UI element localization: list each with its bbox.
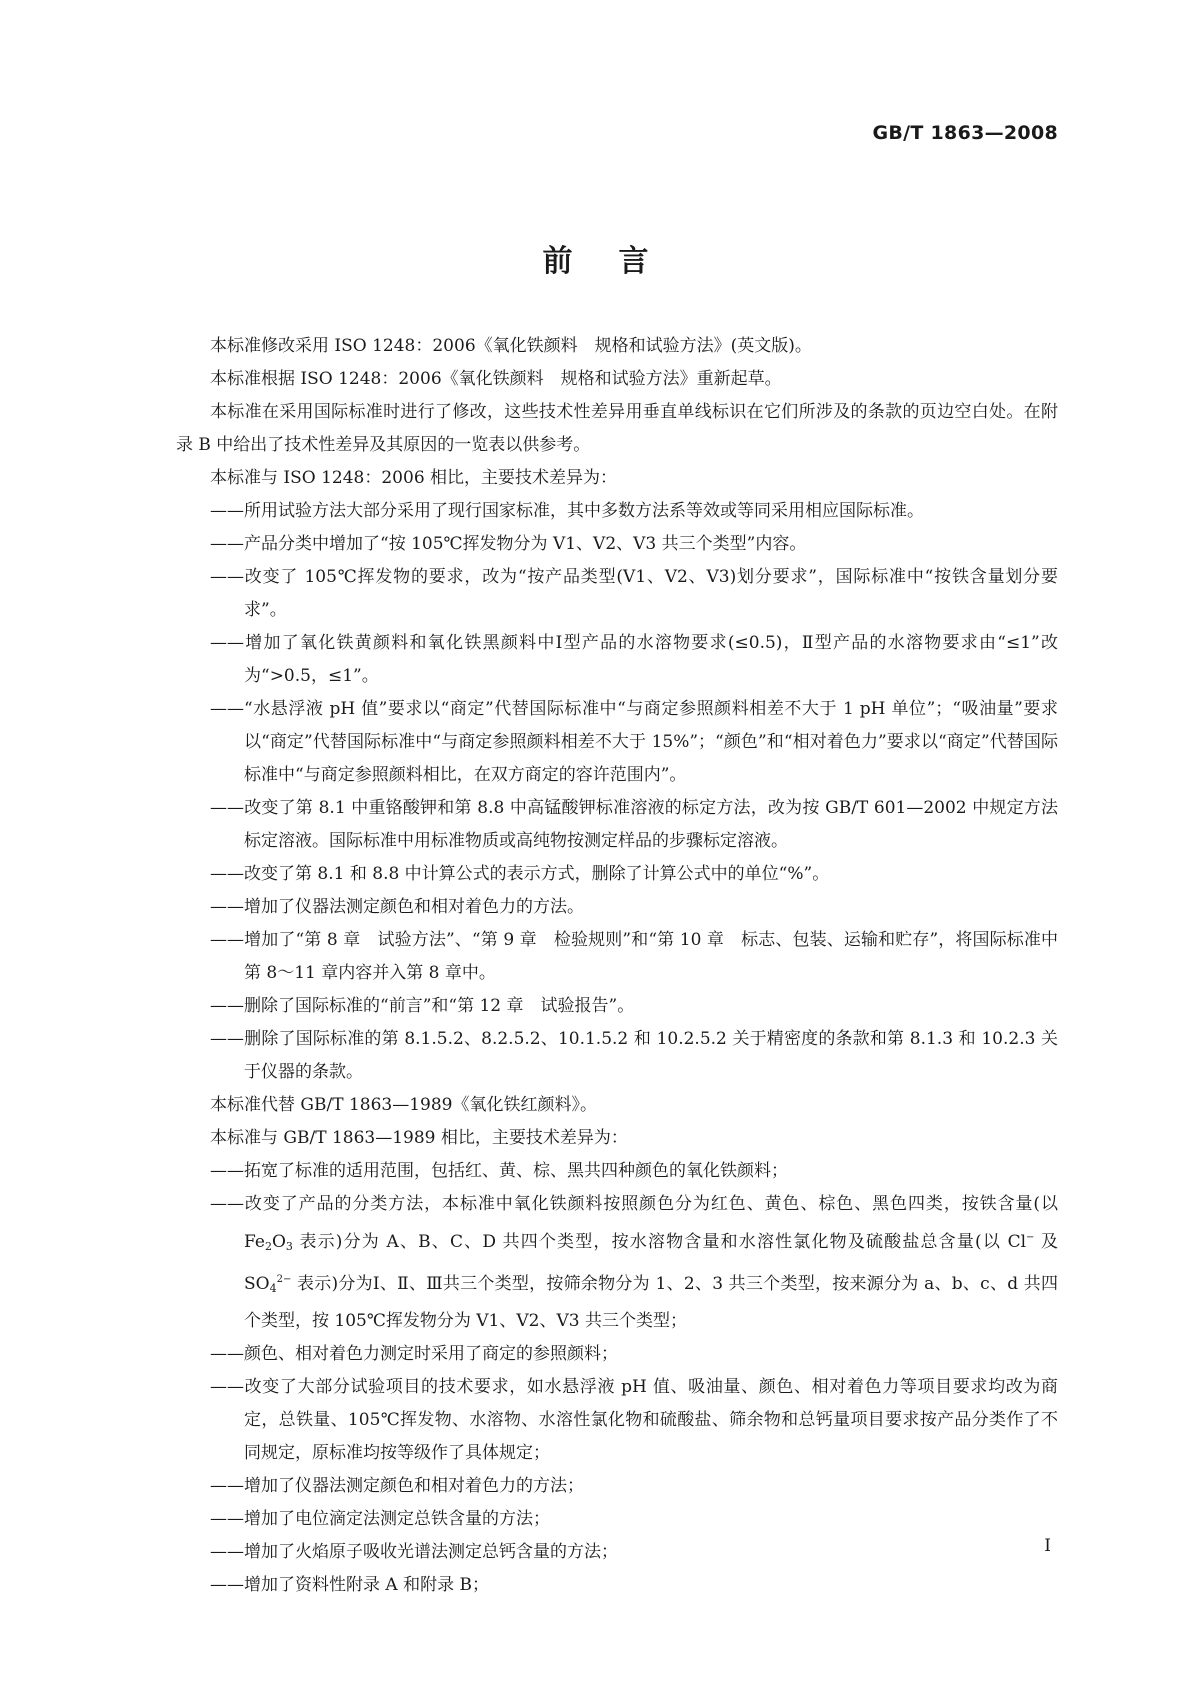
paragraph: 本标准与 GB/T 1863—1989 相比，主要技术差异为：	[210, 1128, 628, 1148]
list-item: ——增加了电位滴定法测定总铁含量的方法；	[210, 1509, 550, 1529]
list-item: ——增加了仪器法测定颜色和相对着色力的方法；	[210, 1476, 584, 1496]
list-item: ——删除了国际标准的第 8.1.5.2、8.2.5.2、10.1.5.2 和 10.2.5.2 关于精密度的条款和第 8.1.3 和 10.2.3 关于仪器的条款。	[210, 1029, 1058, 1082]
page-title: 前言	[542, 244, 695, 279]
paragraph: 本标准修改采用 ISO 1248：2006《氧化铁颜料 规格和试验方法》(英文版)。	[210, 336, 812, 356]
foreword-body	[176, 330, 1058, 1602]
paragraph: 本标准与 ISO 1248：2006 相比，主要技术差异为：	[210, 468, 618, 488]
list-item: ——产品分类中增加了“按 105℃挥发物分为 V1、V2、V3 共三个类型”内容。	[210, 534, 807, 554]
list-item: ——“水悬浮液 pH 值”要求以“商定”代替国际标准中“与商定参照颜料相差不大于 1 pH 单位”；“吸油量”要求以“商定”代替国际标准中“与商定参照颜料相差不大于 15%”；“颜色”和“相对着色力”要求以“商定”代替国际标准中“与商定参照颜料相比，在双方商定的容许范围内”。	[210, 699, 1058, 785]
paragraph: 本标准在采用国际标准时进行了修改，这些技术性差异用垂直单线标识在它们所涉及的条款的页边空白处。在附录 B 中给出了技术性差异及其原因的一览表以供参考。	[176, 402, 1058, 455]
standard-code: GB/T 1863—2008	[872, 122, 1058, 144]
list-item: ——改变了产品的分类方法，本标准中氧化铁颜料按照颜色分为红色、黄色、棕色、黑色四类，按铁含量(以 $Fe_2O_3$ 表示)分为 A、B、C、D 共四个类型，按水溶物含量和水溶性氯化物及硫酸盐总含量(以 Cl− 及 $SO_4^{2-}$ 表示)分为Ⅰ、Ⅱ、Ⅲ共三个类型，按筛余物分为 1、2、3 共三个类型，按来源分为 a、b、c、d 共四个类型，按 105℃挥发物分为 V1、V2、V3 共三个类型；	[210, 1194, 1058, 1331]
list-item: ——增加了资料性附录 A 和附录 B；	[210, 1575, 489, 1595]
list-item: ——增加了火焰原子吸收光谱法测定总钙含量的方法；	[210, 1542, 618, 1562]
list-item: ——增加了氧化铁黄颜料和氧化铁黑颜料中Ⅰ型产品的水溶物要求(≤0.5)，Ⅱ型产品的水溶物要求由“≤1”改为“>0.5，≤1”。	[210, 633, 1058, 686]
paragraph: 本标准代替 GB/T 1863—1989《氧化铁红颜料》。	[210, 1095, 597, 1115]
list-item: ——改变了第 8.1 和 8.8 中计算公式的表示方式，删除了计算公式中的单位“%”。	[210, 864, 830, 884]
list-item: ——改变了大部分试验项目的技术要求，如水悬浮液 pH 值、吸油量、颜色、相对着色力等项目要求均改为商定，总铁量、105℃挥发物、水溶物、水溶性氯化物和硫酸盐、筛余物和总钙量项目要求按产品分类作了不同规定，原标准均按等级作了具体规定；	[210, 1377, 1058, 1463]
list-item: ——增加了“第 8 章 试验方法”、“第 9 章 检验规则”和“第 10 章 标志、包装、运输和贮存”，将国际标准中第 8～11 章内容并入第 8 章中。	[210, 930, 1058, 983]
list-item: ——增加了仪器法测定颜色和相对着色力的方法。	[210, 897, 584, 917]
list-item: ——颜色、相对着色力测定时采用了商定的参照颜料；	[210, 1344, 618, 1364]
list-item: ——所用试验方法大部分采用了现行国家标准，其中多数方法系等效或等同采用相应国际标准。	[210, 501, 924, 521]
list-item: ——改变了 105℃挥发物的要求，改为“按产品类型(V1、V2、V3)划分要求”，国际标准中“按铁含量划分要求”。	[210, 567, 1058, 620]
list-item: ——删除了国际标准的“前言”和“第 12 章 试验报告”。	[210, 996, 635, 1016]
list-item: ——拓宽了标准的适用范围，包括红、黄、棕、黑共四种颜色的氧化铁颜料；	[210, 1161, 788, 1181]
paragraph: 本标准根据 ISO 1248：2006《氧化铁颜料 规格和试验方法》重新起草。	[210, 369, 782, 389]
page-number: Ⅰ	[1044, 1536, 1051, 1556]
list-item: ——改变了第 8.1 中重铬酸钾和第 8.8 中高锰酸钾标准溶液的标定方法，改为按 GB/T 601—2002 中规定方法标定溶液。国际标准中用标准物质或高纯物按测定样品的步骤标定溶液。	[210, 798, 1058, 851]
